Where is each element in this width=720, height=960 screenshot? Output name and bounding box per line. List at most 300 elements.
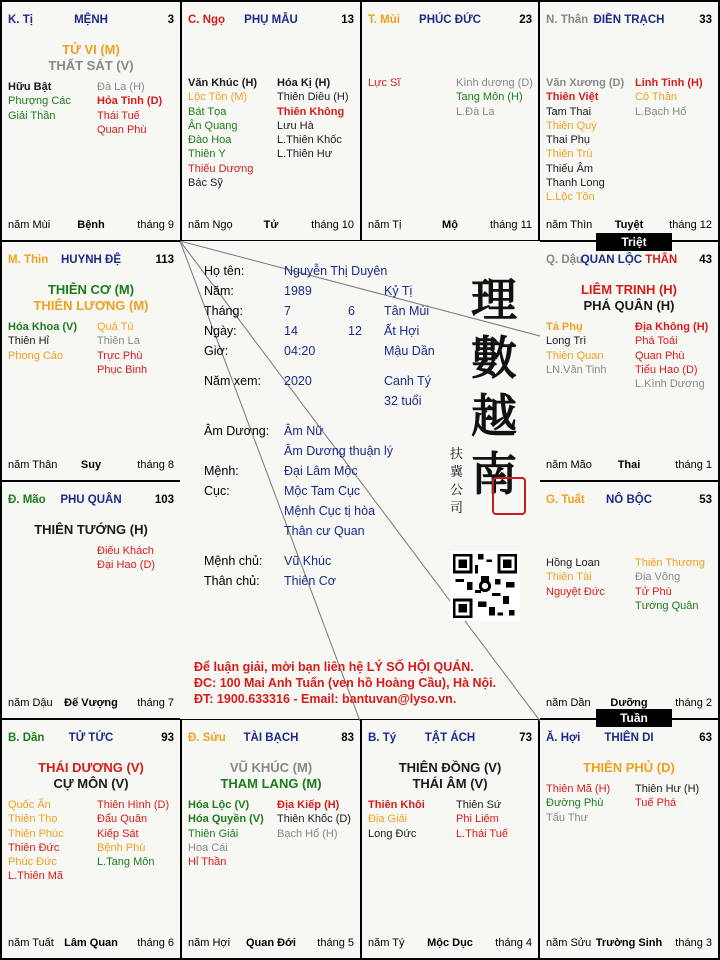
menh-label: Mệnh:	[204, 464, 239, 478]
minor-stars-right	[456, 798, 508, 841]
main-star: THAM LANG (M)	[220, 776, 322, 791]
footer-month: tháng 7	[137, 697, 174, 709]
minor-stars-right	[97, 80, 162, 137]
center-info-panel	[180, 240, 540, 720]
minor-star: Hóa Quyền (V)	[188, 813, 264, 826]
minor-star: Quan Phù	[97, 123, 147, 136]
footer-year: năm Ngọ	[188, 219, 233, 231]
minor-star: Quả Tú	[97, 321, 134, 333]
footer-stage: Lâm Quan	[64, 937, 118, 949]
palace-number: 43	[699, 254, 712, 266]
footer-month: tháng 11	[489, 219, 532, 231]
minor-star: Địa Giải	[368, 813, 408, 826]
minor-star: Đào Hoa	[188, 134, 232, 147]
minor-star: Nguyệt Đức	[546, 585, 605, 598]
minor-stars-left	[546, 556, 605, 599]
minor-star: Long Đức	[368, 827, 417, 840]
calligraphy-char: 數	[471, 331, 517, 385]
minor-star: Tang Môn (H)	[456, 91, 523, 104]
minor-star: Phượng Các	[8, 95, 71, 108]
footer-stage: Tuyệt	[614, 219, 644, 231]
palace-title: THIÊN DI	[604, 732, 654, 744]
main-star: THẤT SÁT (V)	[48, 58, 134, 73]
palace-title: TẬT ÁCH	[424, 732, 476, 744]
footer-stage: Quan Đới	[246, 937, 296, 949]
main-star: VŨ KHÚC (M)	[229, 760, 313, 775]
main-star: THIÊN LƯƠNG (M)	[33, 298, 149, 313]
footer-stage: Bệnh	[77, 219, 105, 231]
calligraphy-logo	[464, 271, 524, 503]
name-value: Nguyễn Thị Duyên	[284, 264, 388, 278]
month-value: 7	[284, 304, 291, 318]
palace-footer	[8, 937, 174, 951]
minor-star: Thanh Long	[546, 177, 605, 190]
minor-star: Trực Phù	[97, 349, 143, 362]
minor-star: Hỏa Tinh (D)	[97, 95, 163, 108]
footer-month: tháng 3	[675, 937, 712, 949]
year-can-chi: Kỷ Tị	[384, 284, 413, 298]
footer-year: năm Thìn	[546, 219, 593, 231]
contact-address: ĐC: 100 Mai Anh Tuấn (ven hồ Hoàng Cầu), Hà Nội.	[194, 676, 497, 690]
minor-star: Tử Phù	[635, 585, 672, 598]
am-duong-value: Âm Nữ	[284, 424, 324, 438]
palace-number: 113	[155, 254, 174, 266]
footer-month: tháng 1	[675, 459, 712, 471]
palace-name	[546, 732, 712, 744]
main-stars	[2, 42, 180, 74]
footer-stage: Mộc Dục	[427, 937, 473, 949]
minor-star: L.Tang Môn	[97, 856, 155, 869]
footer-year: năm Sửu	[546, 937, 592, 949]
minor-star: Thai Phụ	[546, 134, 591, 147]
contact-line: Để luận giải, mời bạn liên hệ LÝ SỐ HỘI QUÁN.	[194, 660, 474, 674]
palace-branch: G. Tuất	[546, 494, 585, 506]
minor-stars-left	[188, 76, 257, 190]
palace-branch: Q. Dậu	[546, 254, 584, 266]
minor-stars-left	[546, 782, 610, 825]
minor-star: Thiên Tài	[546, 571, 592, 584]
minor-stars-right	[635, 556, 705, 613]
minor-star: Thiên Đức	[8, 841, 60, 854]
minor-star: Thiên Diêu (H)	[277, 91, 349, 104]
palace-name	[546, 494, 712, 506]
footer-stage: Trường Sinh	[595, 937, 663, 949]
palace-branch: N. Thân	[546, 14, 589, 26]
minor-star: Thiên Hỉ	[8, 335, 49, 348]
main-stars	[182, 760, 360, 792]
minor-stars-left	[8, 80, 71, 123]
palace-number: 83	[341, 732, 354, 744]
palace-number: 23	[519, 14, 532, 26]
footer-month: tháng 2	[675, 697, 712, 709]
minor-star: Bạch Hổ (H)	[277, 827, 338, 840]
month-label: Tháng:	[204, 304, 243, 318]
footer-stage: Đế Vượng	[64, 697, 118, 709]
minor-star: Văn Xương (D)	[546, 77, 625, 89]
minor-star: Tả Phụ	[546, 321, 583, 333]
palace-hoi	[538, 718, 720, 960]
minor-star: Đẩu Quân	[97, 813, 148, 826]
palace-header	[8, 254, 174, 270]
menh-value: Đại Lâm Mộc	[284, 464, 358, 478]
palace-number: 103	[154, 494, 174, 506]
minor-stars-left	[368, 798, 425, 841]
palace-number: 53	[699, 494, 712, 506]
palace-number: 63	[699, 732, 712, 744]
minor-star: Linh Tinh (H)	[635, 77, 703, 89]
minor-stars-left	[188, 798, 264, 869]
minor-star: Bát Tọa	[188, 105, 227, 118]
footer-month: tháng 5	[317, 937, 354, 949]
palace-footer	[368, 937, 532, 951]
main-star: LIÊM TRINH (H)	[580, 282, 678, 297]
palace-name	[8, 254, 174, 266]
than-chu-value: Thiên Cơ	[284, 574, 336, 588]
palace-ty	[360, 718, 540, 960]
footer-year: năm Tý	[368, 937, 405, 949]
palace-name	[188, 14, 354, 26]
cuc-value: Mộc Tam Cục	[284, 484, 361, 498]
main-stars	[540, 760, 718, 776]
palace-number: 13	[341, 14, 354, 26]
minor-star: L.Thiên Khốc	[277, 134, 342, 147]
minor-star: Thiên Phúc	[8, 827, 64, 840]
minor-stars-left	[546, 320, 607, 377]
minor-star: Đại Hao (D)	[97, 559, 156, 572]
age-value: 32 tuổi	[384, 394, 422, 408]
palace-mui	[360, 0, 540, 242]
minor-star: Thiên Không	[277, 105, 345, 118]
footer-year: năm Thân	[8, 459, 58, 471]
minor-star: Địa Không (H)	[635, 321, 709, 333]
palace-dan	[0, 718, 182, 960]
palace-footer	[188, 937, 354, 951]
palace-tuat	[538, 480, 720, 720]
am-duong-label: Âm Dương:	[204, 424, 270, 438]
palace-header	[8, 494, 174, 510]
footer-year: năm Hợi	[188, 937, 231, 949]
palace-title: PHU QUÂN	[60, 494, 122, 506]
main-stars	[2, 522, 180, 538]
than-marker: THÂN	[645, 254, 678, 266]
footer-stage: Dưỡng	[610, 697, 648, 709]
minor-star: Tướng Quân	[635, 599, 699, 612]
palace-name	[188, 732, 354, 744]
palace-branch: Ă. Hợi	[546, 732, 581, 744]
name-label: Họ tên:	[204, 264, 245, 278]
minor-star: Giải Thần	[8, 109, 56, 122]
palace-title: TÀI BẠCH	[243, 732, 299, 744]
palace-footer	[8, 459, 174, 473]
palace-title: PHỤ MẪU	[244, 14, 298, 26]
palace-title: MỆNH	[74, 14, 108, 26]
minor-star: Hỉ Thần	[188, 856, 227, 869]
footer-year: năm Mùi	[8, 219, 51, 231]
view-year-can-chi: Canh Tý	[384, 374, 432, 388]
minor-star: Địa Kiếp (H)	[277, 799, 340, 811]
minor-star: LN.Văn Tinh	[546, 363, 607, 376]
minor-stars-right	[97, 544, 155, 573]
main-star: CỰ MÔN (V)	[53, 776, 129, 791]
minor-star: Thiên Quan	[546, 349, 604, 362]
minor-stars-right	[97, 320, 147, 377]
minor-star: Thiên Việt	[546, 91, 599, 104]
tuan-tag: Tuần	[596, 709, 672, 727]
palace-title: QUAN LỘC	[580, 254, 643, 266]
minor-star: Bác Sỹ	[188, 177, 223, 190]
footer-month: tháng 4	[495, 937, 532, 949]
view-year-value: 2020	[284, 374, 312, 388]
minor-stars-right	[635, 76, 703, 119]
minor-star: Thiên Hình (D)	[97, 799, 170, 811]
palace-dau	[538, 240, 720, 482]
palace-name	[8, 494, 174, 506]
minor-star: Quốc Ấn	[8, 799, 51, 811]
minor-stars-right	[635, 320, 708, 391]
palace-title: ĐIỀN TRẠCH	[593, 14, 665, 26]
palace-name	[368, 732, 532, 744]
main-star: TỬ VI (M)	[62, 42, 120, 57]
cuc-relation: Mệnh Cục tị hòa	[284, 504, 376, 518]
minor-star: Thiên Quý	[546, 119, 597, 132]
palace-number: 73	[519, 732, 532, 744]
palace-branch: B. Tý	[368, 732, 397, 744]
palace-footer	[8, 219, 174, 233]
minor-stars-left	[546, 76, 624, 205]
minor-stars-right	[635, 782, 699, 811]
minor-stars-right	[277, 76, 349, 162]
palace-header	[546, 254, 712, 270]
minor-star: Tam Thai	[546, 105, 592, 118]
palace-title: HUYNH ĐỆ	[60, 254, 122, 266]
minor-star: Phi Liêm	[456, 813, 499, 826]
palace-thin	[0, 240, 182, 482]
minor-star: L.Thiên Mã	[8, 870, 64, 883]
minor-star: Lưu Hà	[277, 119, 314, 132]
footer-month: tháng 12	[669, 219, 712, 231]
minor-stars-right	[97, 798, 169, 869]
menh-chu-label: Mệnh chủ:	[204, 554, 263, 568]
minor-star: L.Thiên Hư	[277, 148, 333, 161]
minor-star: Thiếu Dương	[188, 162, 254, 175]
minor-star: Tuế Phá	[635, 797, 677, 810]
main-star: THÁI DƯƠNG (V)	[38, 760, 144, 775]
palace-ti	[0, 0, 182, 242]
palace-branch: M. Thìn	[8, 254, 49, 266]
minor-star: Văn Khúc (H)	[188, 77, 258, 89]
day-value: 14	[284, 324, 298, 338]
palace-header	[368, 14, 532, 30]
minor-star: Lộc Tồn (M)	[188, 91, 248, 104]
main-star: THIÊN TƯỚNG (H)	[34, 522, 148, 537]
minor-stars-right	[277, 798, 351, 841]
minor-star: Hóa Lộc (V)	[188, 799, 250, 811]
minor-star: Hóa Khoa (V)	[8, 321, 78, 333]
minor-star: Thiên Khốc (D)	[277, 813, 351, 826]
minor-stars-left	[368, 76, 400, 90]
contact-phone-email: ĐT: 1900.633316 - Email: bantuvan@lyso.vn.	[194, 692, 457, 706]
minor-star: Thiên Thương	[635, 557, 706, 569]
footer-year: năm Dần	[546, 697, 591, 709]
day-can-chi: Ất Hợi	[384, 324, 420, 338]
minor-star: Đường Phù	[546, 797, 604, 810]
palace-branch: Đ. Mão	[8, 494, 46, 506]
palace-number: 93	[161, 732, 174, 744]
palace-name	[546, 254, 712, 266]
main-stars	[362, 760, 538, 792]
main-stars	[2, 282, 180, 314]
menh-chu-value: Vũ Khúc	[284, 554, 332, 568]
minor-star: Kiếp Sát	[97, 827, 139, 840]
palace-header	[8, 732, 174, 748]
minor-star: Lực Sĩ	[368, 77, 401, 89]
palace-title: PHÚC ĐỨC	[419, 14, 481, 26]
minor-star: L.Thái Tuế	[456, 827, 508, 840]
hour-can-chi: Mậu Dần	[384, 344, 435, 358]
footer-year: năm Mão	[546, 459, 592, 471]
footer-month: tháng 8	[137, 459, 174, 471]
main-star: THIÊN PHỦ (D)	[583, 760, 675, 775]
calligraphy-char: 越	[471, 389, 517, 443]
minor-star: Hóa Kị (H)	[277, 77, 331, 89]
palace-number: 33	[699, 14, 712, 26]
minor-star: Phúc Đức	[8, 856, 57, 869]
palace-name	[546, 14, 712, 26]
palace-number: 3	[167, 14, 174, 26]
palace-header	[368, 732, 532, 748]
palace-title: TỬ TỨC	[68, 732, 114, 744]
minor-star: Thiên Sứ	[456, 799, 502, 811]
month-can-chi: Tân Mùi	[384, 304, 430, 318]
contact-info	[194, 659, 534, 707]
footer-stage: Suy	[80, 459, 102, 471]
minor-star: Hữu Bật	[8, 81, 52, 93]
minor-stars-left	[8, 320, 77, 363]
minor-star: Điếu Khách	[97, 545, 154, 557]
palace-suu	[180, 718, 362, 960]
footer-month: tháng 10	[311, 219, 354, 231]
palace-branch: Đ. Sửu	[188, 732, 226, 744]
minor-stars-right	[456, 76, 533, 119]
minor-star: Cô Thần	[635, 91, 677, 104]
palace-header	[8, 14, 174, 30]
minor-stars-left	[8, 798, 64, 884]
month-lunar: 6	[348, 304, 355, 318]
footer-year: năm Tị	[368, 219, 402, 231]
minor-star: Thiên Giải	[188, 827, 239, 840]
than-chu-label: Thân chủ:	[204, 574, 260, 588]
minor-star: Đà La (H)	[97, 81, 145, 93]
view-year-label: Năm xem:	[204, 374, 261, 388]
main-star: THIÊN CƠ (M)	[47, 282, 135, 297]
main-star: THÁI ÂM (V)	[412, 776, 488, 791]
day-lunar: 12	[348, 324, 362, 338]
minor-star: Hồng Loan	[546, 557, 600, 569]
year-value: 1989	[284, 284, 312, 298]
palace-header	[188, 14, 354, 30]
minor-star: L.Bạch Hổ	[635, 105, 687, 118]
calligraphy-char: 南	[471, 447, 517, 501]
footer-year: năm Tuất	[8, 937, 54, 949]
year-label: Năm:	[204, 284, 234, 298]
main-star: PHÁ QUÂN (H)	[583, 298, 675, 313]
minor-star: L.Lộc Tồn	[546, 191, 595, 204]
minor-star: Thiên Trù	[546, 148, 593, 161]
footer-month: tháng 9	[137, 219, 174, 231]
palace-footer	[8, 697, 174, 711]
minor-star: Quan Phù	[635, 349, 685, 362]
minor-star: Tiểu Hao (D)	[635, 363, 698, 376]
palace-name	[8, 732, 174, 744]
hour-value: 04:20	[284, 344, 316, 358]
minor-star: Thiên Thọ	[8, 813, 58, 826]
calligraphy-char: 理	[471, 273, 517, 327]
minor-star: Thiếu Âm	[546, 162, 594, 175]
minor-star: Phá Toái	[635, 335, 678, 348]
than-cu: Thân cư Quan	[284, 524, 365, 538]
footer-month: tháng 6	[137, 937, 174, 949]
palace-branch: K. Tị	[8, 14, 33, 26]
minor-star: Ân Quang	[188, 119, 238, 132]
minor-star: Thái Tuế	[97, 109, 140, 122]
minor-star: Thiên Hư (H)	[635, 783, 700, 795]
palace-footer	[546, 459, 712, 473]
palace-name	[368, 14, 532, 26]
footer-stage: Tử	[263, 219, 279, 231]
minor-star: Thiên Mã (H)	[546, 783, 611, 795]
palace-footer	[546, 937, 712, 951]
palace-name	[8, 14, 174, 26]
palace-branch: T. Mùi	[368, 14, 400, 26]
minor-star: Thiên Khôi	[368, 799, 425, 811]
palace-footer	[188, 219, 354, 233]
palace-branch: B. Dần	[8, 732, 45, 744]
palace-header	[188, 732, 354, 748]
palace-footer	[546, 219, 712, 233]
minor-star: Tấu Thư	[546, 811, 589, 824]
footer-stage: Mộ	[442, 219, 458, 231]
day-label: Ngày:	[204, 324, 237, 338]
footer-year: năm Dậu	[8, 697, 53, 709]
palace-header	[546, 732, 712, 748]
minor-star: Hoa Cái	[188, 841, 228, 854]
minor-star: Long Trì	[546, 335, 587, 348]
palace-branch: C. Ngọ	[188, 14, 226, 26]
minor-star: Kình dương (D)	[456, 77, 533, 89]
palace-ngo	[180, 0, 362, 242]
main-stars	[2, 760, 180, 792]
hour-label: Giờ:	[204, 344, 229, 358]
minor-star: Thiên La	[97, 335, 140, 348]
footer-stage: Thai	[617, 459, 641, 471]
cuc-label: Cục:	[204, 484, 230, 498]
palace-header	[546, 494, 712, 510]
minor-star: L.Kình Dương	[635, 378, 705, 391]
triet-tag: Triệt	[596, 233, 672, 251]
minor-star: Phục Binh	[97, 363, 148, 376]
minor-star: Thiên Y	[188, 148, 226, 161]
palace-footer	[368, 219, 532, 233]
seal-small-text: 扶 冀 公 司	[450, 447, 464, 516]
palace-title: NÔ BỘC	[606, 494, 652, 506]
am-duong-relation: Âm Dương thuận lý	[284, 444, 393, 458]
minor-star: Địa Võng	[635, 571, 681, 584]
palace-header	[546, 14, 712, 30]
minor-star: L.Đà La	[456, 105, 495, 118]
minor-star: Bệnh Phù	[97, 841, 146, 854]
red-seal	[492, 477, 526, 515]
qr-code-icon	[450, 551, 520, 621]
